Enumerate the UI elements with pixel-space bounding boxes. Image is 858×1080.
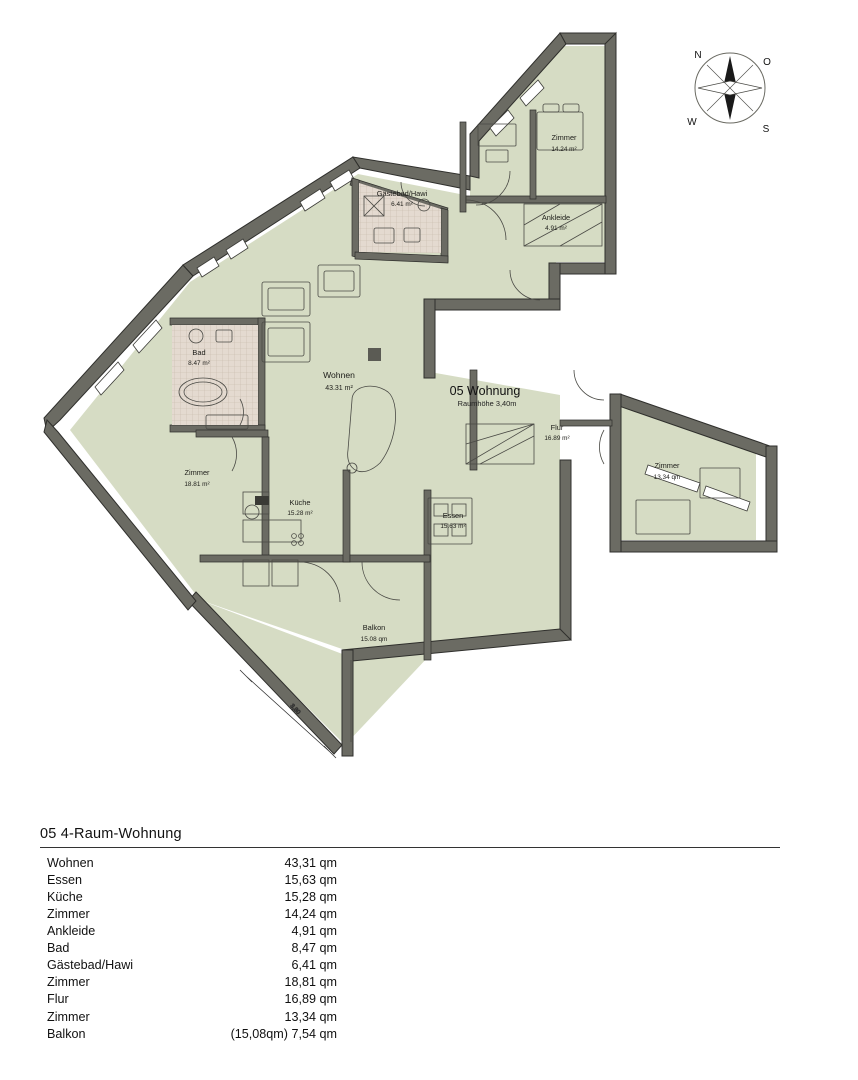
floor-surfaces: [63, 40, 760, 745]
legend-row-name: Balkon: [47, 1026, 86, 1041]
label-ankleide-area: 4.91 m²: [545, 225, 567, 232]
apartment-number: 05: [449, 384, 464, 398]
label-ankleide-name: Ankleide: [541, 213, 571, 222]
legend-row-name: Zimmer: [47, 907, 90, 922]
legend-table: [47, 855, 337, 1043]
label-wohnen-area: 43.31 m²: [325, 385, 353, 392]
legend-row-value: 15,28 qm: [284, 890, 337, 905]
legend-row-name: Essen: [47, 873, 83, 888]
label-zimmer-ost-area: 13.34 qm: [653, 474, 681, 481]
label-zimmer-nord-name: Zimmer: [551, 133, 577, 142]
label-balkon-area: 15.08 qm: [360, 636, 388, 643]
label-bad-name: Bad: [192, 348, 206, 357]
apartment-caption: [450, 384, 521, 408]
legend-row-name: Wohnen: [47, 856, 94, 871]
legend-row: [47, 1008, 337, 1025]
legend-row: [47, 923, 337, 940]
legend-row: [47, 906, 337, 923]
legend-row: [47, 872, 337, 889]
label-flur-name: Flur: [550, 423, 564, 432]
compass-south-label: S: [762, 124, 770, 135]
label-gaestebad-name: Gästebad/Hawi: [376, 189, 428, 198]
compass-north-label: N: [694, 50, 702, 61]
label-kueche-area: 15.28 m²: [287, 510, 313, 517]
label-zimmer-west-area: 18.81 m²: [184, 481, 210, 488]
legend-row-name: Flur: [47, 992, 69, 1007]
svg-text:05 Wohnung: [450, 384, 521, 398]
legend-row: [47, 940, 337, 957]
legend-panel: [40, 826, 780, 1043]
legend-row: [47, 889, 337, 906]
legend-row: [47, 1025, 337, 1042]
legend-row-name: Küche: [47, 890, 83, 905]
legend-row-value: 15,63 qm: [284, 873, 337, 888]
legend-row-value: 4,91 qm: [291, 924, 337, 939]
compass-west-label: W: [687, 117, 697, 128]
legend-row: [47, 957, 337, 974]
legend-divider: [40, 847, 780, 848]
legend-row-value: 13,34 qm: [284, 1009, 337, 1024]
legend-row-value: 16,89 qm: [284, 992, 337, 1007]
label-zimmer-nord-area: 14.24 m²: [551, 146, 577, 153]
legend-row-value: 14,24 qm: [284, 907, 337, 922]
legend-row-value: 43,31 qm: [284, 856, 337, 871]
compass-east-label: O: [763, 57, 771, 68]
legend-row-value: 6,41 qm: [291, 958, 337, 973]
legend-row-name: Bad: [47, 941, 70, 956]
legend-row-value: 8,47 qm: [291, 941, 337, 956]
label-balkon-name: Balkon: [362, 623, 386, 632]
label-bad-area: 8.47 m²: [188, 360, 210, 367]
apartment-title: Wohnung: [467, 384, 521, 398]
legend-row-name: Zimmer: [47, 1009, 90, 1024]
label-gaestebad-area: 6.41 m²: [391, 201, 413, 208]
legend-row-name: Gästebad/Hawi: [47, 958, 134, 973]
label-zimmer-west-name: Zimmer: [184, 468, 210, 477]
legend-row-value: 18,81 qm: [284, 975, 337, 990]
legend-title: 05 4-Raum-Wohnung: [40, 826, 182, 842]
room-height-label: Raumhöhe 3,40m: [457, 399, 517, 408]
legend-row-name: Ankleide: [47, 924, 96, 939]
label-flur-area: 16.89 m²: [544, 435, 570, 442]
legend-row: [47, 855, 337, 872]
legend-row: [47, 974, 337, 991]
label-essen-area: 15.63 m²: [440, 523, 466, 530]
legend-row-name: Zimmer: [47, 975, 90, 990]
compass-rose: [687, 50, 771, 135]
legend-row: [47, 991, 337, 1008]
label-zimmer-ost-name: Zimmer: [654, 461, 680, 470]
label-wohnen-name: Wohnen: [323, 370, 355, 380]
label-kueche-name: Küche: [289, 498, 311, 507]
legend-row-value: (15,08qm) 7,54 qm: [230, 1026, 337, 1041]
label-essen-name: Essen: [442, 511, 464, 520]
dimension-value: 3,80: [288, 703, 301, 716]
